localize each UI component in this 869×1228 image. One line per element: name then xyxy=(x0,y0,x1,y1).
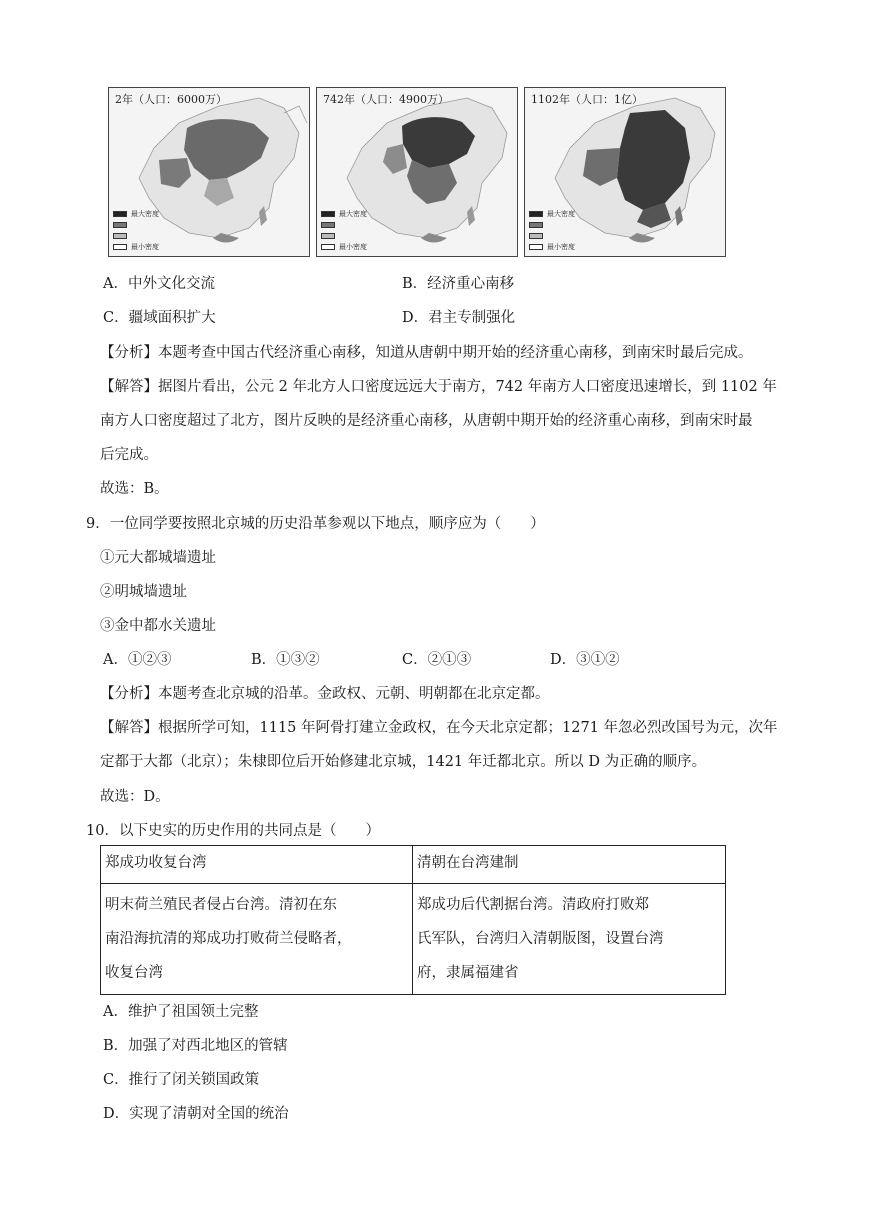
q9-option-d[interactable]: D．③①② xyxy=(550,652,620,668)
table-cell-line: 氏军队，台湾归入清朝版图，设置台湾 xyxy=(417,931,664,947)
q8-answer-line-1: 【解答】据图片看出，公元 2 年北方人口密度远远大于南方，742 年南方人口密度迅速增长，到 1102 年 xyxy=(100,379,777,395)
table-cell xyxy=(101,884,413,995)
q10-option-d[interactable]: D．实现了清朝对全国的统治 xyxy=(103,1106,289,1122)
table-header-row xyxy=(101,846,726,884)
table-header-cell: 郑成功收复台湾 xyxy=(101,846,413,884)
q8-option-a[interactable]: A．中外文化交流 xyxy=(103,276,215,292)
legend-label: 最小密度 xyxy=(131,243,159,251)
q8-analysis: 【分析】本题考查中国古代经济重心南移，知道从唐朝中期开始的经济重心南移，到南宋时最后完成。 xyxy=(100,345,753,361)
table-cell-line: 府，隶属福建省 xyxy=(417,965,519,981)
q9-item-3: ③金中都水关遗址 xyxy=(100,618,216,634)
map-2-title: 742年（人口：4900万） xyxy=(323,93,449,106)
q9-option-b[interactable]: B．①③② xyxy=(251,652,320,668)
map-1-title: 2年（人口：6000万） xyxy=(115,93,227,106)
q9-question: 9．一位同学要按照北京城的历史沿革参观以下地点，顺序应为（ ） xyxy=(86,516,545,532)
q8-choice: 故选：B。 xyxy=(100,481,169,497)
table-cell-line: 南沿海抗清的郑成功打败荷兰侵略者， xyxy=(105,931,352,947)
q10-option-c[interactable]: C．推行了闭关锁国政策 xyxy=(103,1072,260,1088)
legend-swatch xyxy=(529,222,543,228)
q8-answer-line-3: 后完成。 xyxy=(100,447,158,463)
q10-facts-table xyxy=(100,845,726,995)
legend-swatch xyxy=(321,222,335,228)
legend-swatch xyxy=(529,233,543,239)
q9-item-2: ②明城墙遗址 xyxy=(100,584,187,600)
q9-item-1: ①元大都城墙遗址 xyxy=(100,550,216,566)
q10-question: 10．以下史实的历史作用的共同点是（ ） xyxy=(86,823,380,839)
q8-option-b[interactable]: B．经济重心南移 xyxy=(402,276,515,292)
q8-option-d[interactable]: D．君主专制强化 xyxy=(402,310,516,326)
q8-answer-line-2: 南方人口密度超过了北方，图片反映的是经济重心南移，从唐朝中期开始的经济重心南移，到南宋时最 xyxy=(100,413,753,429)
map-3-legend xyxy=(529,208,575,252)
legend-swatch xyxy=(321,233,335,239)
table-cell-line: 收复台湾 xyxy=(105,965,163,981)
map-1-legend xyxy=(113,208,159,252)
table-row xyxy=(101,884,726,995)
map-year-1102 xyxy=(524,87,726,257)
q9-option-a[interactable]: A．①②③ xyxy=(103,652,172,668)
q9-answer-line-2: 定都于大都（北京）；朱棣即位后开始修建北京城，1421 年迁都北京。所以 D 为正确的顺序。 xyxy=(100,754,707,770)
q9-option-c[interactable]: C．②①③ xyxy=(402,652,472,668)
legend-label: 最小密度 xyxy=(547,243,575,251)
legend-label: 最大密度 xyxy=(547,210,575,218)
map-year-2 xyxy=(108,87,310,257)
map-3-title: 1102年（人口：1亿） xyxy=(531,93,643,106)
q9-analysis: 【分析】本题考查北京城的沿革。金政权、元朝、明朝都在北京定都。 xyxy=(100,686,550,702)
table-cell-line: 明末荷兰殖民者侵占台湾。清初在东 xyxy=(105,897,337,913)
legend-swatch xyxy=(113,244,127,250)
legend-swatch xyxy=(529,244,543,250)
legend-label: 最大密度 xyxy=(339,210,367,218)
legend-label: 最小密度 xyxy=(339,243,367,251)
legend-label: 最大密度 xyxy=(131,210,159,218)
legend-swatch xyxy=(321,244,335,250)
q9-answer-line-1: 【解答】根据所学可知，1115 年阿骨打建立金政权，在今天北京定都；1271 年忽必烈改国号为元，次年 xyxy=(100,720,778,736)
legend-swatch xyxy=(321,211,335,217)
legend-swatch xyxy=(529,211,543,217)
legend-swatch xyxy=(113,211,127,217)
table-cell xyxy=(413,884,726,995)
q10-option-b[interactable]: B．加强了对西北地区的管辖 xyxy=(103,1038,288,1054)
legend-swatch xyxy=(113,233,127,239)
q8-option-c[interactable]: C．疆域面积扩大 xyxy=(103,310,216,326)
q9-choice: 故选：D。 xyxy=(100,789,170,805)
q10-option-a[interactable]: A．维护了祖国领土完整 xyxy=(103,1004,259,1020)
map-2-legend xyxy=(321,208,367,252)
population-maps-figure xyxy=(108,87,726,257)
table-cell-line: 郑成功后代割据台湾。清政府打败郑 xyxy=(417,897,649,913)
table-header-cell: 清朝在台湾建制 xyxy=(413,846,726,884)
legend-swatch xyxy=(113,222,127,228)
map-year-742 xyxy=(316,87,518,257)
